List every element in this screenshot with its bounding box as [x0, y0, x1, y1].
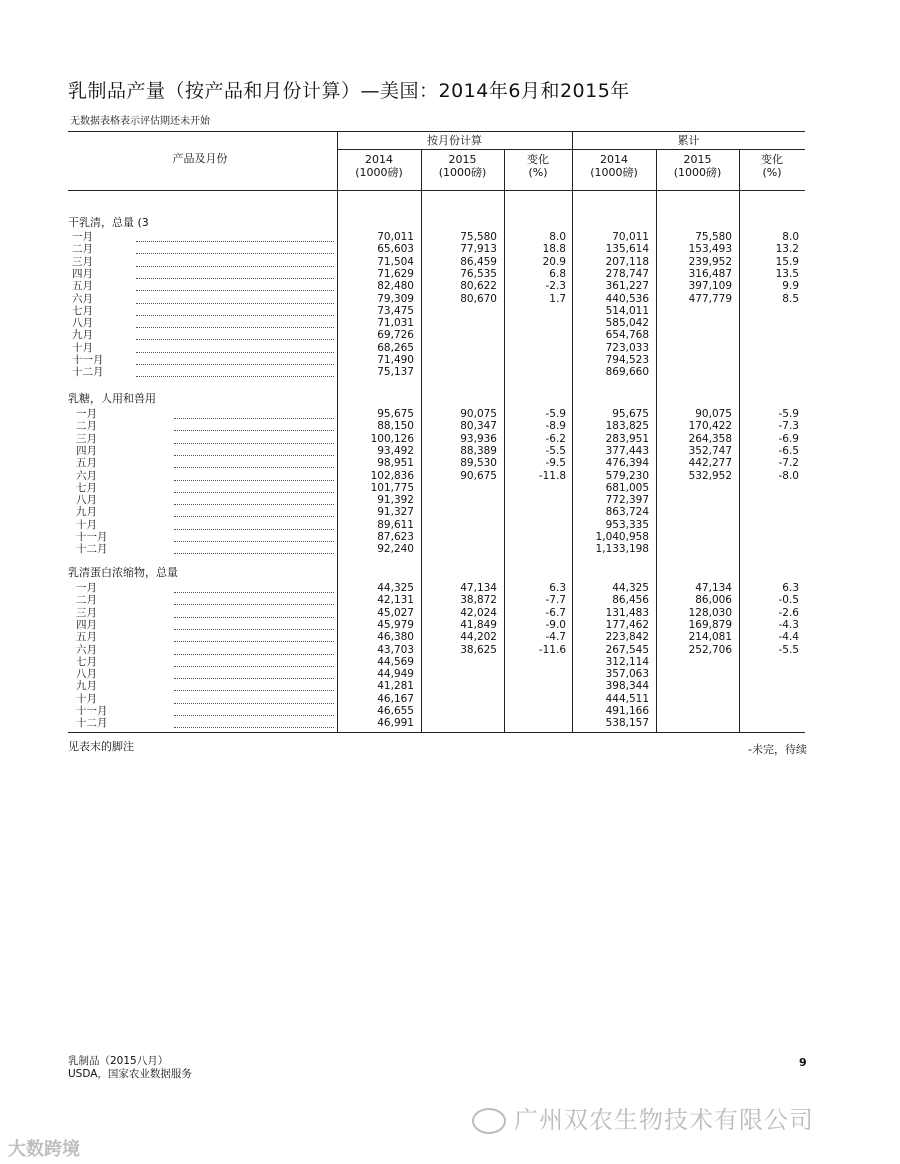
table-cell: 89,530	[460, 457, 497, 470]
table-cell: 69,726	[377, 329, 414, 342]
table-cell: 75,580	[695, 231, 732, 243]
table-cell: 223,842	[605, 631, 649, 644]
table-cell: -7.7	[545, 594, 566, 607]
dot-leader	[174, 420, 334, 431]
dot-leader	[136, 354, 334, 365]
month-label: 十一月	[72, 354, 104, 366]
table-row	[0, 280, 900, 292]
table-cell: 183,825	[605, 420, 649, 433]
dot-leader	[174, 457, 334, 468]
table-cell: 100,126	[370, 432, 414, 445]
table-cell: 70,011	[377, 231, 414, 243]
table-cell: 18.8	[542, 243, 566, 256]
dot-leader	[174, 519, 334, 530]
table-bottom-rule	[68, 732, 805, 733]
table-cell: 101,775	[370, 481, 414, 494]
table-row	[0, 482, 900, 494]
dot-leader	[174, 531, 334, 542]
page-number: 9	[799, 1056, 807, 1069]
table-cell: 532,952	[688, 469, 732, 482]
table-cell: 75,580	[460, 231, 497, 243]
table-row	[0, 342, 900, 354]
dot-leader	[174, 693, 334, 704]
table-cell: 681,005	[605, 481, 649, 494]
table-cell: 65,603	[377, 243, 414, 256]
header-cumulative: 累计	[677, 134, 700, 147]
month-label: 三月	[76, 606, 97, 619]
table-cell: 538,157	[605, 717, 649, 730]
dot-leader	[136, 342, 334, 353]
month-label: 二月	[72, 243, 93, 256]
footer-publication: 乳制品（2015八月）	[68, 1055, 169, 1067]
dot-leader	[136, 280, 334, 291]
wechat-watermark-text: 广州双农生物技术有限公司	[514, 1106, 814, 1134]
table-row	[0, 543, 900, 555]
table-cell: -6.5	[778, 444, 799, 457]
month-label: 六月	[76, 469, 97, 482]
header-col-change-month: 变化 (%)	[527, 153, 549, 179]
month-label: 十一月	[76, 531, 108, 543]
table-cell: 46,655	[377, 705, 414, 717]
month-label: 一月	[76, 582, 97, 594]
table-cell: 352,747	[688, 444, 732, 457]
table-row	[0, 293, 900, 305]
table-cell: 46,167	[377, 692, 414, 705]
table-row	[0, 433, 900, 445]
month-label: 二月	[76, 420, 97, 433]
dot-leader	[174, 705, 334, 716]
table-row	[0, 256, 900, 268]
dot-leader	[174, 619, 334, 630]
table-cell: 361,227	[605, 280, 649, 293]
month-label: 一月	[72, 231, 93, 243]
table-row	[0, 594, 900, 606]
month-label: 七月	[76, 655, 97, 668]
month-label: 七月	[72, 304, 93, 317]
table-cell: 6.3	[782, 582, 799, 594]
table-cell: 73,475	[377, 304, 414, 317]
month-label: 五月	[72, 280, 93, 293]
wechat-icon	[472, 1108, 506, 1134]
table-row	[0, 243, 900, 255]
table-row	[0, 582, 900, 594]
header-col-2015-cum: 2015 (1000磅)	[673, 153, 722, 179]
table-cell: 316,487	[688, 267, 732, 280]
table-cell: 82,480	[377, 280, 414, 293]
table-row	[0, 705, 900, 717]
table-cell: 476,394	[605, 457, 649, 470]
table-cell: 90,075	[695, 408, 732, 420]
footer-agency: USDA，国家农业数据服务	[68, 1068, 192, 1080]
header-col-2014-month: 2014 (1000磅)	[355, 153, 403, 179]
section-title: 干乳清，总量 (3	[68, 216, 149, 229]
table-row	[0, 231, 900, 243]
table-cell: 398,344	[605, 680, 649, 693]
table-cell: -5.9	[778, 408, 799, 420]
section-title: 乳清蛋白浓缩物，总量	[68, 566, 178, 579]
table-cell: 70,011	[612, 231, 649, 243]
table-cell: 91,327	[377, 506, 414, 519]
table-cell: 1,040,958	[595, 531, 649, 543]
table-cell: 444,511	[605, 692, 649, 705]
month-label: 八月	[76, 494, 97, 507]
table-cell: 86,456	[612, 594, 649, 607]
dot-leader	[174, 506, 334, 517]
month-label: 九月	[76, 506, 97, 519]
table-cell: 75,137	[377, 366, 414, 379]
table-cell: -4.4	[778, 631, 799, 644]
table-cell: 76,535	[460, 267, 497, 280]
table-row	[0, 680, 900, 692]
table-cell: -5.9	[545, 408, 566, 420]
table-cell: 38,625	[460, 643, 497, 656]
table-cell: 8.5	[782, 292, 799, 305]
month-label: 十一月	[76, 705, 108, 717]
table-cell: 80,670	[460, 292, 497, 305]
table-cell: 1.7	[549, 292, 566, 305]
month-label: 八月	[72, 317, 93, 330]
header-col-2015-month: 2015 (1000磅)	[438, 153, 487, 179]
table-cell: 169,879	[688, 618, 732, 631]
table-cell: 207,118	[605, 255, 649, 268]
dot-leader	[174, 656, 334, 667]
table-cell: 491,166	[605, 705, 649, 717]
month-label: 四月	[76, 444, 97, 457]
month-label: 九月	[76, 680, 97, 693]
month-label: 十二月	[76, 717, 108, 730]
table-cell: 477,779	[688, 292, 732, 305]
table-subtitle: 无数据表格表示评估期还未开始	[70, 116, 210, 127]
table-cell: 46,991	[377, 717, 414, 730]
table-row	[0, 506, 900, 518]
table-row	[0, 457, 900, 469]
table-cell: 71,504	[377, 255, 414, 268]
table-cell: 267,545	[605, 643, 649, 656]
table-cell: 863,724	[605, 506, 649, 519]
month-label: 十二月	[76, 543, 108, 556]
table-cell: 68,265	[377, 341, 414, 354]
table-cell: 128,030	[688, 606, 732, 619]
month-label: 六月	[76, 643, 97, 656]
table-cell: 44,325	[377, 582, 414, 594]
table-cell: -11.8	[538, 469, 566, 482]
month-label: 八月	[76, 668, 97, 681]
table-cell: 514,011	[605, 304, 649, 317]
dot-leader	[136, 329, 334, 340]
wechat-watermark	[472, 1100, 814, 1135]
table-cell: -2.3	[545, 280, 566, 293]
table-cell: 47,134	[695, 582, 732, 594]
dot-leader	[136, 305, 334, 316]
table-cell: 6.3	[549, 582, 566, 594]
dot-leader	[174, 470, 334, 481]
header-by-month: 按月份计算	[427, 134, 482, 147]
dot-leader	[136, 293, 334, 304]
dot-leader	[136, 243, 334, 254]
table-cell: 135,614	[605, 243, 649, 256]
table-cell: 654,768	[605, 329, 649, 342]
month-label: 四月	[76, 618, 97, 631]
table-row	[0, 717, 900, 729]
table-cell: -0.5	[778, 594, 799, 607]
table-cell: 45,027	[377, 606, 414, 619]
table-cell: 6.8	[549, 267, 566, 280]
table-cell: -6.2	[545, 432, 566, 445]
header-bottom-rule	[68, 190, 805, 191]
table-cell: 20.9	[542, 255, 566, 268]
header-col-2014-cum: 2014 (1000磅)	[590, 153, 638, 179]
table-row	[0, 268, 900, 280]
table-cell: 723,033	[605, 341, 649, 354]
table-row	[0, 656, 900, 668]
table-cell: 869,660	[605, 366, 649, 379]
dot-leader	[174, 631, 334, 642]
table-cell: 95,675	[612, 408, 649, 420]
table-cell: -4.7	[545, 631, 566, 644]
table-cell: 44,202	[460, 631, 497, 644]
table-cell: 153,493	[688, 243, 732, 256]
month-label: 三月	[72, 255, 93, 268]
table-cell: 71,490	[377, 354, 414, 366]
table-cell: 102,836	[370, 469, 414, 482]
month-label: 五月	[76, 457, 97, 470]
table-cell: 42,024	[460, 606, 497, 619]
month-label: 十二月	[72, 366, 104, 379]
table-cell: -7.2	[778, 457, 799, 470]
table-cell: 47,134	[460, 582, 497, 594]
table-row	[0, 531, 900, 543]
continued-note: -未完，待续	[748, 743, 807, 756]
footnote-reference: 见表末的脚注	[68, 740, 134, 753]
month-label: 四月	[72, 267, 93, 280]
month-label: 三月	[76, 432, 97, 445]
table-cell: 80,622	[460, 280, 497, 293]
table-cell: 794,523	[605, 354, 649, 366]
month-label: 一月	[76, 408, 97, 420]
table-cell: -6.9	[778, 432, 799, 445]
table-cell: -8.9	[545, 420, 566, 433]
header-product-month: 产品及月份	[172, 152, 228, 165]
table-cell: 92,240	[377, 543, 414, 556]
table-cell: 43,703	[377, 643, 414, 656]
table-cell: 442,277	[688, 457, 732, 470]
table-cell: 13.5	[775, 267, 799, 280]
table-cell: 44,325	[612, 582, 649, 594]
table-cell: -7.3	[778, 420, 799, 433]
table-cell: -6.7	[545, 606, 566, 619]
table-top-rule	[68, 131, 805, 132]
table-cell: 93,936	[460, 432, 497, 445]
table-row	[0, 445, 900, 457]
table-cell: 278,747	[605, 267, 649, 280]
month-label: 十月	[76, 692, 97, 705]
table-cell: 8.0	[549, 231, 566, 243]
dot-leader	[174, 582, 334, 593]
table-cell: 214,081	[688, 631, 732, 644]
table-row	[0, 607, 900, 619]
table-cell: -9.0	[545, 618, 566, 631]
table-cell: 252,706	[688, 643, 732, 656]
header-col-change-cum: 变化 (%)	[761, 153, 783, 179]
table-cell: 89,611	[377, 518, 414, 531]
table-cell: 45,979	[377, 618, 414, 631]
table-cell: -4.3	[778, 618, 799, 631]
dot-leader	[136, 268, 334, 279]
table-cell: 95,675	[377, 408, 414, 420]
logo-watermark: 大数跨境	[8, 1139, 80, 1160]
table-cell: -2.6	[778, 606, 799, 619]
section-title: 乳糖，人用和兽用	[68, 392, 156, 405]
table-cell: 177,462	[605, 618, 649, 631]
dot-leader	[174, 717, 334, 728]
table-cell: 13.2	[775, 243, 799, 256]
table-row	[0, 519, 900, 531]
dot-leader	[136, 256, 334, 267]
table-cell: 86,459	[460, 255, 497, 268]
dot-leader	[136, 231, 334, 242]
table-row	[0, 644, 900, 656]
table-cell: 71,031	[377, 317, 414, 330]
table-cell: 90,075	[460, 408, 497, 420]
table-cell: 772,397	[605, 494, 649, 507]
table-cell: 585,042	[605, 317, 649, 330]
table-cell: 264,358	[688, 432, 732, 445]
table-row	[0, 317, 900, 329]
dot-leader	[174, 445, 334, 456]
table-cell: 93,492	[377, 444, 414, 457]
dot-leader	[174, 543, 334, 554]
table-cell: 579,230	[605, 469, 649, 482]
table-row	[0, 329, 900, 341]
table-cell: 440,536	[605, 292, 649, 305]
month-label: 十月	[76, 518, 97, 531]
dot-leader	[174, 408, 334, 419]
dot-leader	[174, 494, 334, 505]
table-row	[0, 366, 900, 378]
table-cell: 1,133,198	[595, 543, 649, 556]
dot-leader	[174, 433, 334, 444]
table-cell: 239,952	[688, 255, 732, 268]
table-cell: 88,150	[377, 420, 414, 433]
table-cell: 41,849	[460, 618, 497, 631]
table-cell: 377,443	[605, 444, 649, 457]
dot-leader	[174, 482, 334, 493]
table-row	[0, 420, 900, 432]
table-cell: 131,483	[605, 606, 649, 619]
table-cell: 71,629	[377, 267, 414, 280]
table-cell: 88,389	[460, 444, 497, 457]
header-group-rule	[337, 149, 805, 150]
table-cell: 91,392	[377, 494, 414, 507]
table-cell: 170,422	[688, 420, 732, 433]
table-cell: 42,131	[377, 594, 414, 607]
table-cell: -11.6	[538, 643, 566, 656]
table-row	[0, 631, 900, 643]
dot-leader	[136, 366, 334, 377]
table-cell: 312,114	[605, 655, 649, 668]
table-cell: 80,347	[460, 420, 497, 433]
table-cell: 41,281	[377, 680, 414, 693]
dot-leader	[136, 317, 334, 328]
table-cell: 98,951	[377, 457, 414, 470]
table-cell: 15.9	[775, 255, 799, 268]
month-label: 二月	[76, 594, 97, 607]
table-row	[0, 668, 900, 680]
dot-leader	[174, 607, 334, 618]
month-label: 九月	[72, 329, 93, 342]
table-cell: 953,335	[605, 518, 649, 531]
table-row	[0, 354, 900, 366]
table-cell: 357,063	[605, 668, 649, 681]
month-label: 十月	[72, 341, 93, 354]
table-row	[0, 494, 900, 506]
table-row	[0, 470, 900, 482]
table-cell: 90,675	[460, 469, 497, 482]
table-cell: 87,623	[377, 531, 414, 543]
dot-leader	[174, 680, 334, 691]
table-row	[0, 619, 900, 631]
dot-leader	[174, 644, 334, 655]
table-cell: 397,109	[688, 280, 732, 293]
month-label: 六月	[72, 292, 93, 305]
table-cell: -5.5	[545, 444, 566, 457]
table-cell: 77,913	[460, 243, 497, 256]
table-row	[0, 408, 900, 420]
table-cell: 38,872	[460, 594, 497, 607]
page-title: 乳制品产量（按产品和月份计算）—美国：2014年6月和2015年	[68, 80, 630, 102]
table-cell: 86,006	[695, 594, 732, 607]
table-cell: 8.0	[782, 231, 799, 243]
dot-leader	[174, 668, 334, 679]
table-cell: 9.9	[782, 280, 799, 293]
table-cell: 79,309	[377, 292, 414, 305]
table-cell: 44,949	[377, 668, 414, 681]
table-row	[0, 305, 900, 317]
table-cell: 46,380	[377, 631, 414, 644]
dot-leader	[174, 594, 334, 605]
table-row	[0, 693, 900, 705]
table-cell: 283,951	[605, 432, 649, 445]
table-cell: -5.5	[778, 643, 799, 656]
table-cell: -9.5	[545, 457, 566, 470]
table-cell: 44,569	[377, 655, 414, 668]
table-cell: -8.0	[778, 469, 799, 482]
month-label: 五月	[76, 631, 97, 644]
month-label: 七月	[76, 481, 97, 494]
